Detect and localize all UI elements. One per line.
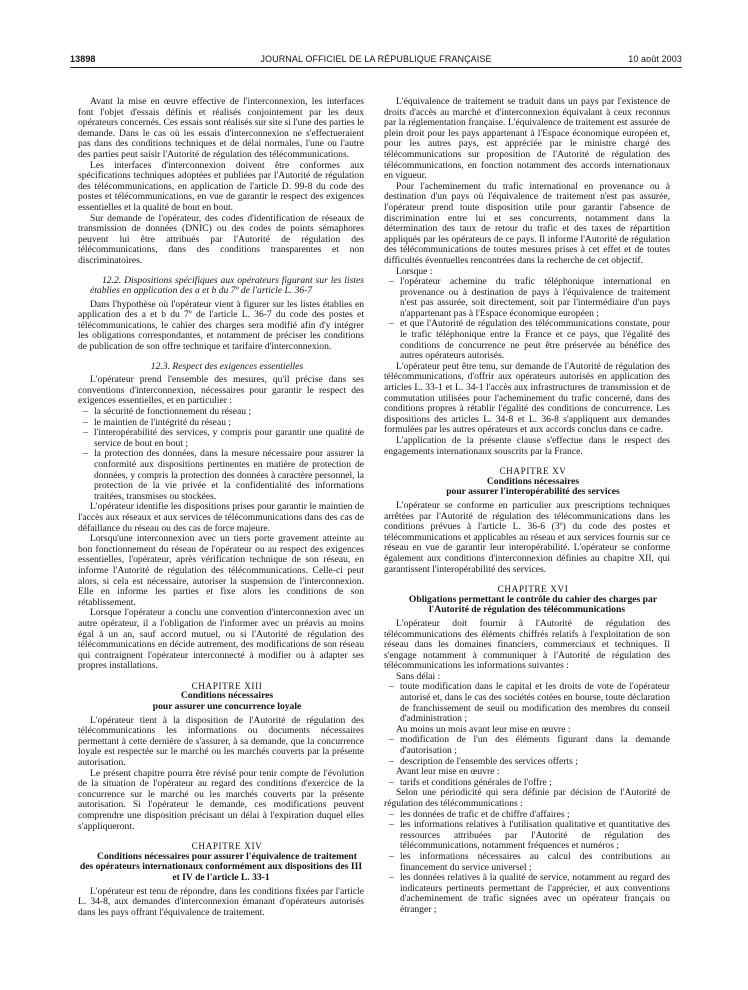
chapter-title-13-line2: pour assurer une concurrence loyale	[152, 701, 302, 713]
paragraph: L'application de la présente clause s'effectue dans le respect des engagements internationaux souscrits par la France.	[384, 435, 670, 457]
section-heading-12-2: 12.2. Dispositions spécifiques aux opérateurs figurant sur les listes établies en application des a et b du 7º de l'article L. 36-7	[90, 274, 364, 297]
immediate-info-list	[384, 682, 670, 724]
page-header	[70, 54, 682, 68]
paragraph: Sans délai :	[396, 670, 441, 682]
paragraph: L'opérateur doit fournir à l'Autorité de régulation des télécommunications des éléments chiffrés relatifs à l'exploitation de son réseau dans les domaines financiers, commerciaux et techniques. Il s'engage notamment à communiquer à l'Autorité de régulation des télécommunications les informations suivantes :	[384, 617, 670, 672]
list-item: – les données relatives à la qualité de service, notamment au regard des indicateurs pertinents permettant de l'apprécier, et aux conventions d'acheminement de trafic signées avec un opérateur français ou étranger ;	[390, 873, 670, 915]
paragraph: L'opérateur est tenu de répondre, dans les conditions fixées par l'article L. 34-8, aux demandes d'interconnexion émanant d'opérateurs autorisés dans les pays offrant l'équivalence de traitement.	[78, 885, 364, 918]
list-item: – l'interopérabilité des services, y compris pour garantir une qualité de service de bout en bout ;	[84, 428, 364, 449]
chapter-label-15: CHAPITRE XV	[499, 466, 567, 477]
paragraph: L'opérateur identifie les dispositions prises pour garantir le maintien de l'accès aux réseaux et aux services de télécommunications dans des cas de défaillance du réseau ou des cas de force majeure.	[78, 501, 364, 534]
paragraph: Avant leur mise en œuvre :	[396, 766, 500, 778]
paragraph: Dans l'hypothèse où l'opérateur vient à figurer sur les listes établies en application des a et b du 7º de l'article L. 36-7 du code des postes et télécommunications, le cahier des charges sera modifié afin d'y intégrer les obligations correspondantes, et notamment de préciser les conditions de publication de son offre technique et tarifaire d'interconnexion.	[78, 298, 364, 353]
list-item: – les informations relatives à l'utilisation qualitative et quantitative des ressources attribuées par l'Autorité de régulation des télécommunications, notamment fréquences et numéros ;	[390, 820, 670, 852]
list-item: – la protection des données, dans la mesure nécessaire pour assurer la conformité aux dispositions pertinentes en matière de protection de données, y compris la protection des données à caractère personnel, la protection de la vie privée et la confidentialité des informations traitées, transmises ou stockées.	[84, 449, 364, 502]
paragraph: L'opérateur tient à la disposition de l'Autorité de régulation des télécommunications les informations ou documents nécessaires permettant à cette dernière de s'assurer, à sa demande, que la concurrence loyale est respectée sur le marché ou les marchés couverts par la présente autorisation.	[78, 714, 364, 769]
pre-launch-info-list	[384, 778, 670, 789]
list-item: – les données de trafic et de chiffre d'affaires ;	[390, 810, 670, 821]
paragraph: Pour l'acheminement du trafic international en provenance ou à destination d'un pays où l'équivalence de traitement n'est pas assurée, l'opérateur prend toute disposition utile pour garantir l'absence de discrimination entre lui et ses concurrents, notamment dans la détermination des taux de retour du trafic et des taxes de répartition appliqués par les opérateurs de ce pays. Il informe l'Autorité de régulation des télécommunications de toutes mesures prises à cet effet et de toutes difficultés éventuelles rencontrées dans la recherche de cet objectif.	[384, 180, 670, 266]
list-item: – le maintien de l'intégrité du réseau ;	[84, 418, 364, 429]
paragraph: Le présent chapitre pourra être révisé pour tenir compte de l'évolution de la situation de l'opérateur au regard des conditions d'exercice de la concurrence sur le marché ou les marchés couverts par la présente autorisation. Si l'opérateur le demande, ces modifications peuvent comprendre une disposition précisant un délai à l'expiration duquel elles s'appliqueront.	[78, 767, 364, 832]
paragraph: Lorsque :	[396, 265, 433, 277]
paragraph: Les interfaces d'interconnexion doivent être conformes aux spécifications techniques adoptées et publiées par l'Autorité de régulation des télécommunications, en application de l'article D. 99-8 du code des postes et télécommunications, en vue de garantir le respect des exigences essentielles et la qualité de bout en bout.	[78, 159, 364, 213]
chapter-title-16: Obligations permettant le contrôle du cahier des charges par l'Autorité de régulation des télécommunications	[408, 593, 658, 616]
paragraph: L'équivalence de traitement se traduit dans un pays par l'existence de droits d'accès au marché et d'interconnexion équivalant à ceux reconnus par la réglementation française. L'équivalence de traitement est assurée de plein droit pour les pays appartenant à l'Espace économique européen et, pour les autres pays, est appréciée par le ministre chargé des télécommunications sur proposition de l'Autorité de régulation des télécommunications, en fonction notamment des accords internationaux en vigueur.	[384, 96, 670, 182]
paragraph: L'opérateur peut être tenu, sur demande de l'Autorité de régulation des télécommunications, d'offrir aux opérateurs autorisés en application des articles L. 33-1 et L. 34-1 l'accès aux infrastructures de transmission et de commutation utilisées pour l'acheminement du trafic concerné, dans des conditions propres à rétablir l'égalité des conditions de concurrence. Les dispositions des articles L. 34-8 et L. 36-8 s'appliquent aux demandes formulées par les autres opérateurs et aux accords conclus dans ce cadre.	[384, 360, 670, 436]
one-month-info-list	[384, 735, 670, 767]
conditions-list	[384, 277, 670, 362]
section-heading-12-3: 12.3. Respect des exigences essentielles	[150, 360, 304, 372]
chapter-label-13: CHAPITRE XIII	[191, 680, 263, 691]
paragraph: Lorsque l'opérateur a conclu une convention d'interconnexion avec un autre opérateur, il a l'obligation de l'informer avec un préavis au moins égal à un an, sauf accord mutuel, ou si l'Autorité de régulation des télécommunications en décide autrement, des modifications de son réseau qui contraignent l'opérateur interconnecté à modifier ou à adapter ses propres installations.	[78, 607, 364, 672]
chapter-title-15-line1: Conditions nécessaires	[486, 475, 580, 487]
paragraph: Au moins un mois avant leur mise en œuvre :	[396, 723, 571, 735]
list-item: – les informations nécessaires au calcul des contributions au financement du service universel ;	[390, 852, 670, 873]
paragraph: Avant la mise en œuvre effective de l'interconnexion, les interfaces font l'objet d'essais définis et réalisés conjointement par les deux opérateurs concernés. Ces essais sont réalisés sur site si l'une des parties le demande. Dans le cas où les essais d'interconnexion ne s'effectueraient pas dans des conditions techniques et de délai normales, l'une ou l'autre des parties peut saisir l'Autorité de régulation des télécommunications.	[78, 96, 364, 160]
list-item: – tarifs et conditions générales de l'offre ;	[390, 778, 670, 789]
list-item: – l'opérateur achemine du trafic téléphonique international en provenance ou à destination de pays à l'équivalence de traitement n'est pas assurée, soit directement, soit par l'intermédiaire d'un pays n'appartenant pas à l'Espace économique européen ;	[390, 277, 670, 319]
chapter-label-14: CHAPITRE XIV	[191, 841, 263, 852]
right-column	[384, 97, 670, 916]
chapter-label-16: CHAPITRE XVI	[497, 584, 569, 595]
paragraph: Sur demande de l'opérateur, des codes d'identification de réseaux de transmission de données (DNIC) ou des codes de points sémaphores peuvent lui être attribués par l'Autorité de régulation des télécommunications, dans des conditions transparentes et non discriminatoires.	[78, 212, 364, 266]
header-rule	[70, 67, 682, 68]
journal-title: JOURNAL OFFICIEL DE LA RÉPUBLIQUE FRANÇAISE	[260, 54, 492, 64]
chapter-title-15-line2: pour assurer l'interopérabilité des services	[446, 486, 620, 498]
page-number: 13898	[70, 54, 96, 64]
paragraph: Selon une périodicité qui sera définie par décision de l'Autorité de régulation des télécommunications :	[384, 787, 670, 809]
list-item: – description de l'ensemble des services offerts ;	[390, 757, 670, 768]
list-item: – modification de l'un des éléments figurant dans la demande d'autorisation ;	[390, 735, 670, 756]
paragraph: L'opérateur prend l'ensemble des mesures, qu'il précise dans ses conventions d'interconnexion, nécessaires pour garantir le respect des exigences essentielles, et en particulier :	[78, 374, 364, 407]
publication-date: 10 août 2003	[628, 54, 682, 64]
chapter-title-14: Conditions nécessaires pour assurer l'équivalence de traitement des opérateurs internationaux conformément aux dispositions des III et IV de l'article L. 33-1	[79, 850, 363, 883]
list-item: – toute modification dans le capital et les droits de vote de l'opérateur autorisé et, dans le cas des sociétés cotées en bourse, toute déclaration de franchissement de seuil ou modification des membres du conseil d'administration ;	[390, 682, 670, 724]
paragraph: L'opérateur se conforme en particulier aux prescriptions techniques arrêtées par l'Autorité de régulation des télécommunications dans les conditions prévues à l'article L. 36-6 (3º) du code des postes et télécommunications et applicables au réseau et aux services fournis sur ce réseau en vue de garantir leur interopérabilité. L'opérateur se conforme également aux conditions d'interconnexion définies au chapitre XII, qui garantissent l'interopérabilité des services.	[384, 499, 670, 575]
requirements-list	[78, 407, 364, 502]
list-item: – et que l'Autorité de régulation des télécommunications constate, pour le trafic téléphonique entre la France et ce pays, que l'égalité des conditions de concurrence ne peut être préservée au bénéfice des autres opérateurs autorisés.	[390, 319, 670, 361]
left-column	[78, 97, 364, 918]
list-item: – la sécurité de fonctionnement du réseau ;	[84, 407, 364, 418]
paragraph: Lorsqu'une interconnexion avec un tiers porte gravement atteinte au bon fonctionnement du réseau de l'opérateur ou au respect des exigences essentielles, l'opérateur, après vérification technique de son réseau, en informe l'Autorité de régulation des télécommunications. Celle-ci peut alors, si cela est nécessaire, autoriser la suspension de l'interconnexion. Elle en informe les parties et fixe alors les conditions de son rétablissement.	[78, 533, 364, 608]
chapter-title-13-line1: Conditions nécessaires	[180, 690, 274, 702]
periodic-info-list	[384, 810, 670, 916]
